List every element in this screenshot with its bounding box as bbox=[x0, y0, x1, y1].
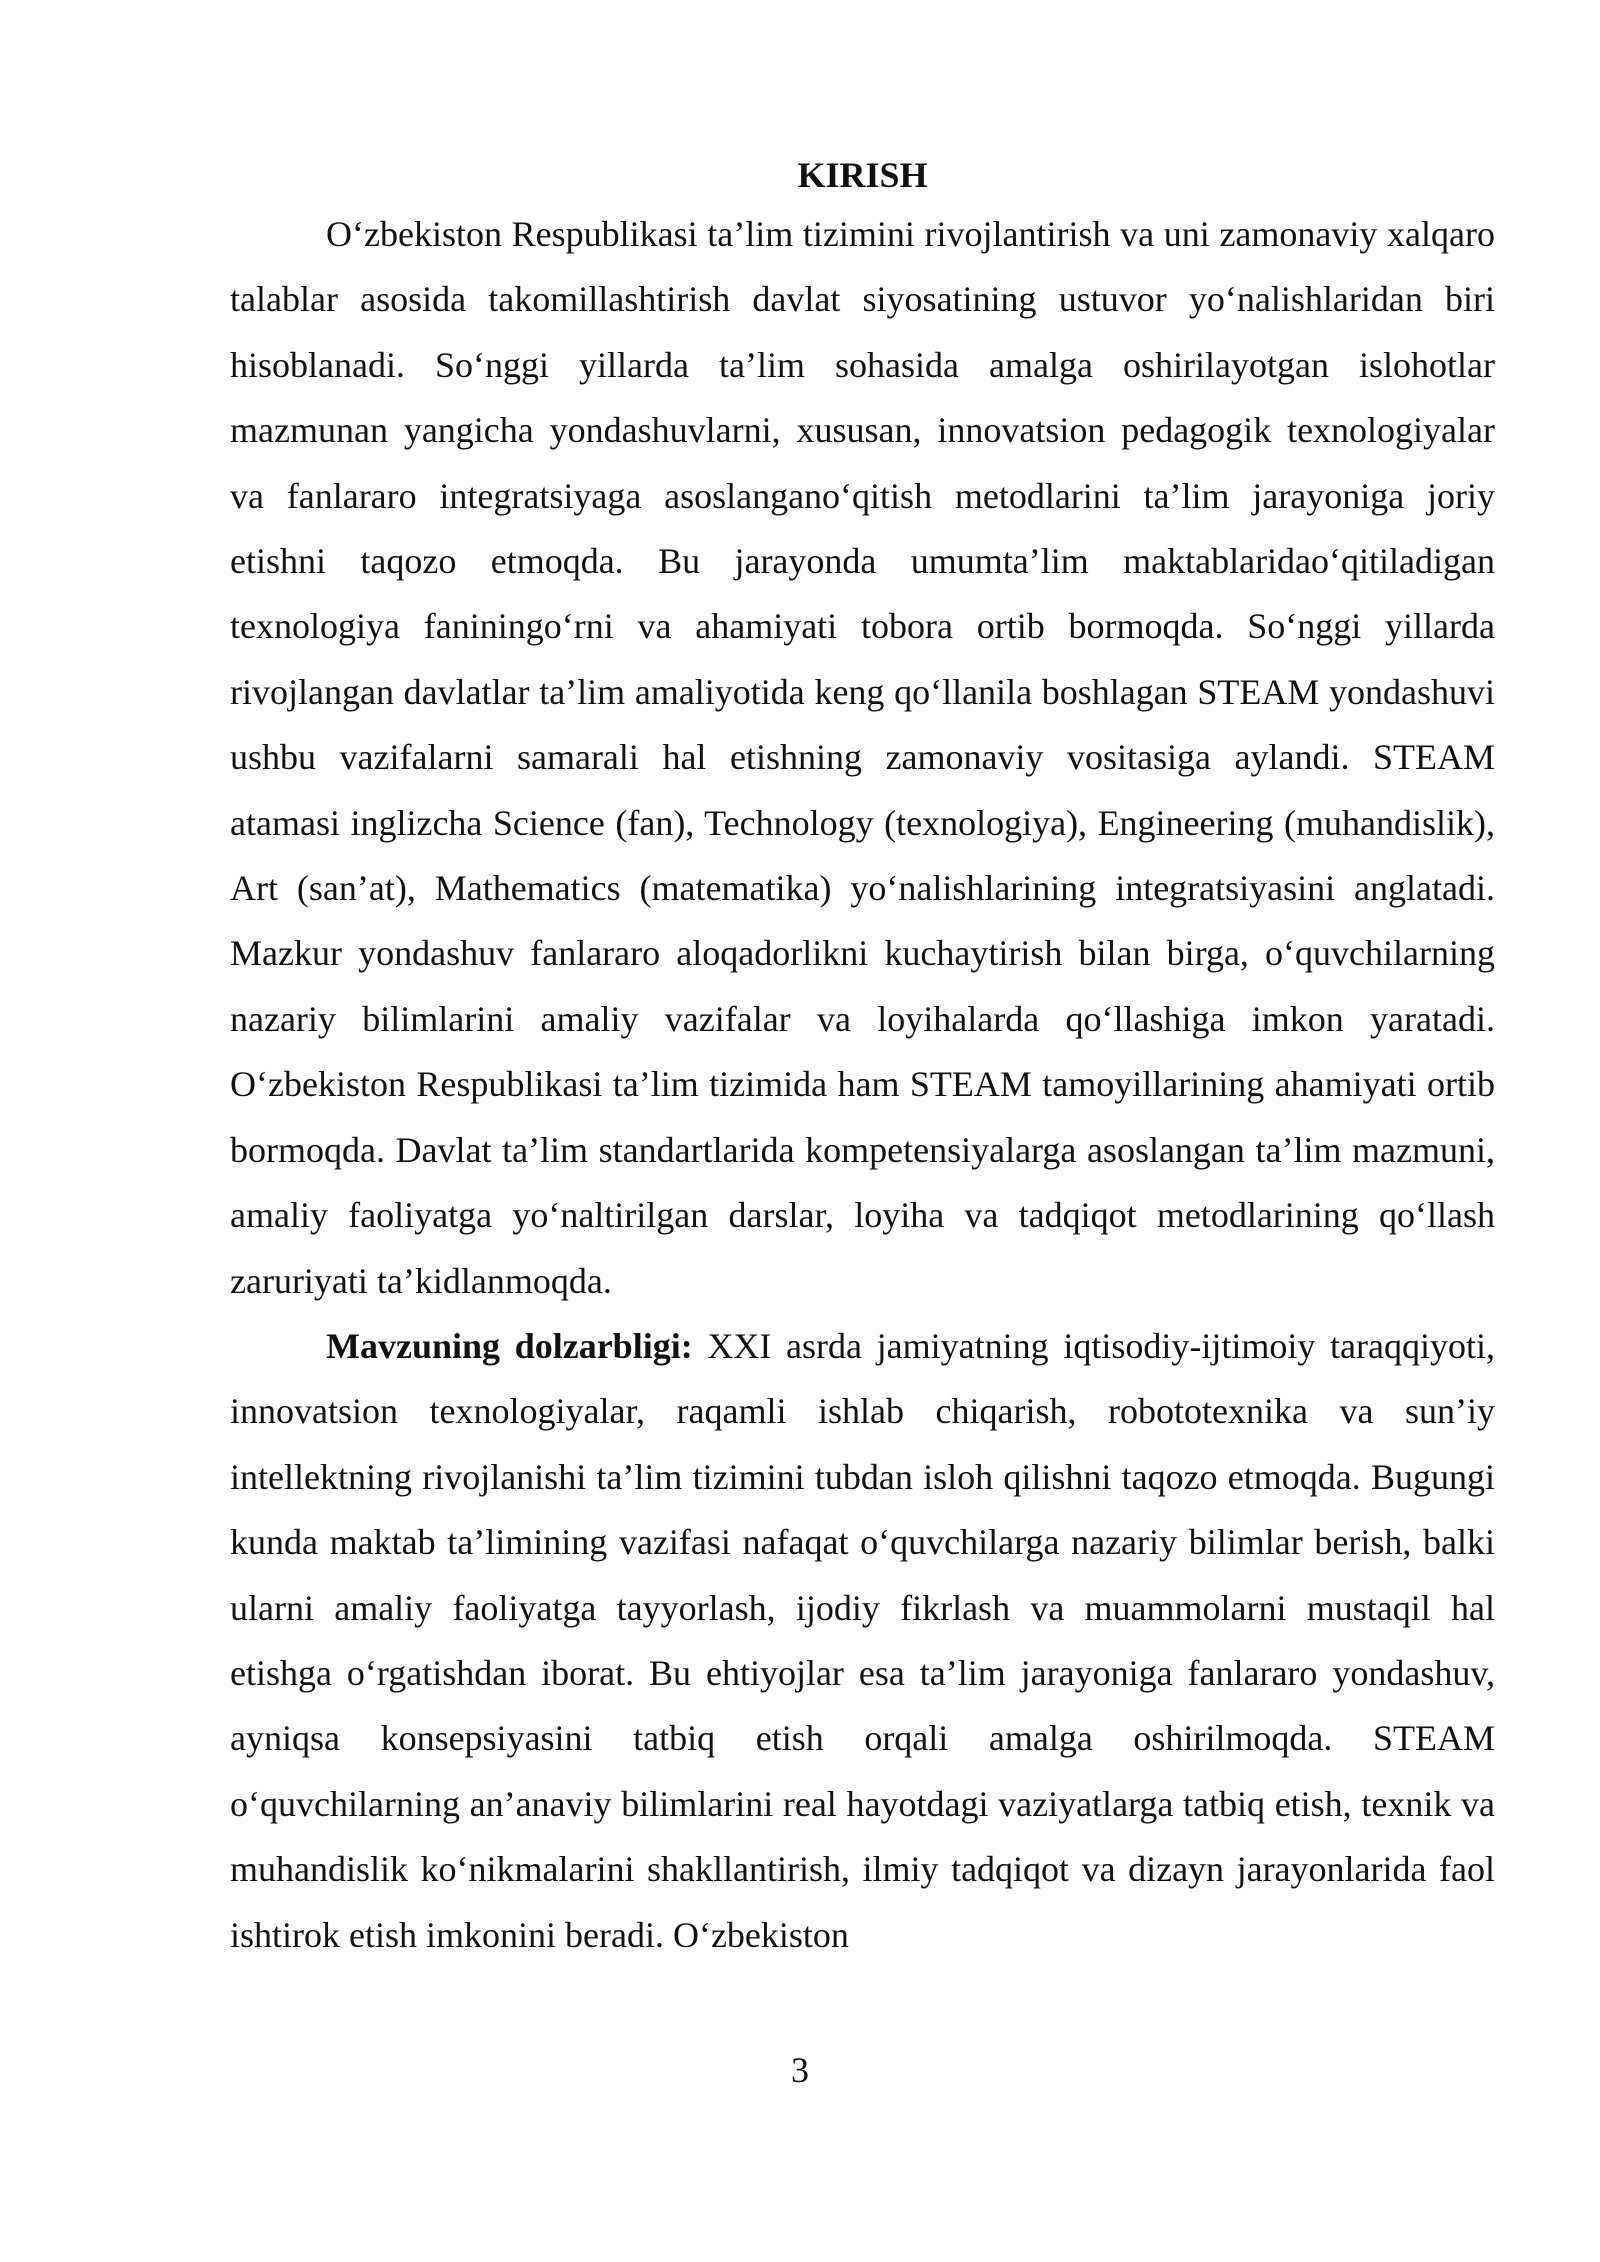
paragraph-text: XXI asrda jamiyatning iqtisodiy-ijtimoiy taraqqiyoti, innovatsion texnologiyalar, raqamli ishlab chiqarish, robototexnika va sun’iy intellektning rivojlanishi ta’lim tizimini tubdan isloh qilishni taqozo etmoqda. Bugungi kunda maktab ta’limining vazifasi nafaqat o‘quvchilarga nazariy bilimlar berish, balki ularni amaliy faoliyatga tayyorlash, ijodiy fikrlash va muammolarni mustaqil hal etishga o‘rgatishdan iborat. Bu ehtiyojlar esa ta’lim jarayoniga fanlararo yondashuv, ayniqsa konsepsiyasini tatbiq etish orqali amalga oshirilmoqda. STEAM o‘quvchilarning an’anaviy bilimlarini real hayotdagi vaziyatlarga tatbiq etish, texnik va muhandislik ko‘nikmalarini shakllantirish, ilmiy tadqiqot va dizayn jarayonlarida faol ishtirok etish imkonini beradi. O‘zbekiston bbox=[230, 1325, 1495, 1955]
paragraph-relevance bbox=[230, 1314, 1495, 1968]
page-content bbox=[230, 148, 1495, 1968]
page-number: 3 bbox=[791, 2050, 809, 2090]
paragraph-intro bbox=[230, 202, 1495, 1314]
section-heading: KIRISH bbox=[797, 155, 928, 195]
paragraph-text: O‘zbekiston Respublikasi ta’lim tizimini rivojlantirish va uni zamonaviy xalqaro talablar asosida takomillashtirish davlat siyosatining ustuvor yo‘nalishlaridan biri hisoblanadi. So‘nggi yillarda ta’lim sohasida amalga oshirilayotgan islohotlar mazmunan yangicha yondashuvlarni, xususan, innovatsion pedagogik texnologiyalar va fanlararo integratsiyaga asoslangano‘qitish metodlarini ta’lim jarayoniga joriy etishni taqozo etmoqda. Bu jarayonda umumta’lim maktablaridao‘qitiladigan texnologiya faniningo‘rni va ahamiyati tobora ortib bormoqda. So‘nggi yillarda rivojlangan davlatlar ta’lim amaliyotida keng qo‘llanila boshlagan STEAM yondashuvi ushbu vazifalarni samarali hal etishning zamonaviy vositasiga aylandi. STEAM atamasi inglizcha Science (fan), Technology (texnologiya), Engineering (muhandislik), Art (san’at), Mathematics (matematika) yo‘nalishlarining integratsiyasini anglatadi. Mazkur yondashuv fanlararo aloqadorlikni kuchaytirish bilan birga, o‘quvchilarning nazariy bilimlarini amaliy vazifalar va loyihalarda qo‘llashiga imkon yaratadi. O‘zbekiston Respublikasi ta’lim tizimida ham STEAM tamoyillarining ahamiyati ortib bormoqda. Davlat ta’lim standartlarida kompetensiyalarga asoslangan ta’lim mazmuni, amaliy faoliyatga yo‘naltirilgan darslar, loyiha va tadqiqot metodlarining qo‘llash zaruriyati ta’kidlanmoqda. bbox=[230, 214, 1495, 1301]
paragraph-lead: Mavzuning dolzarbligi: bbox=[326, 1325, 693, 1366]
